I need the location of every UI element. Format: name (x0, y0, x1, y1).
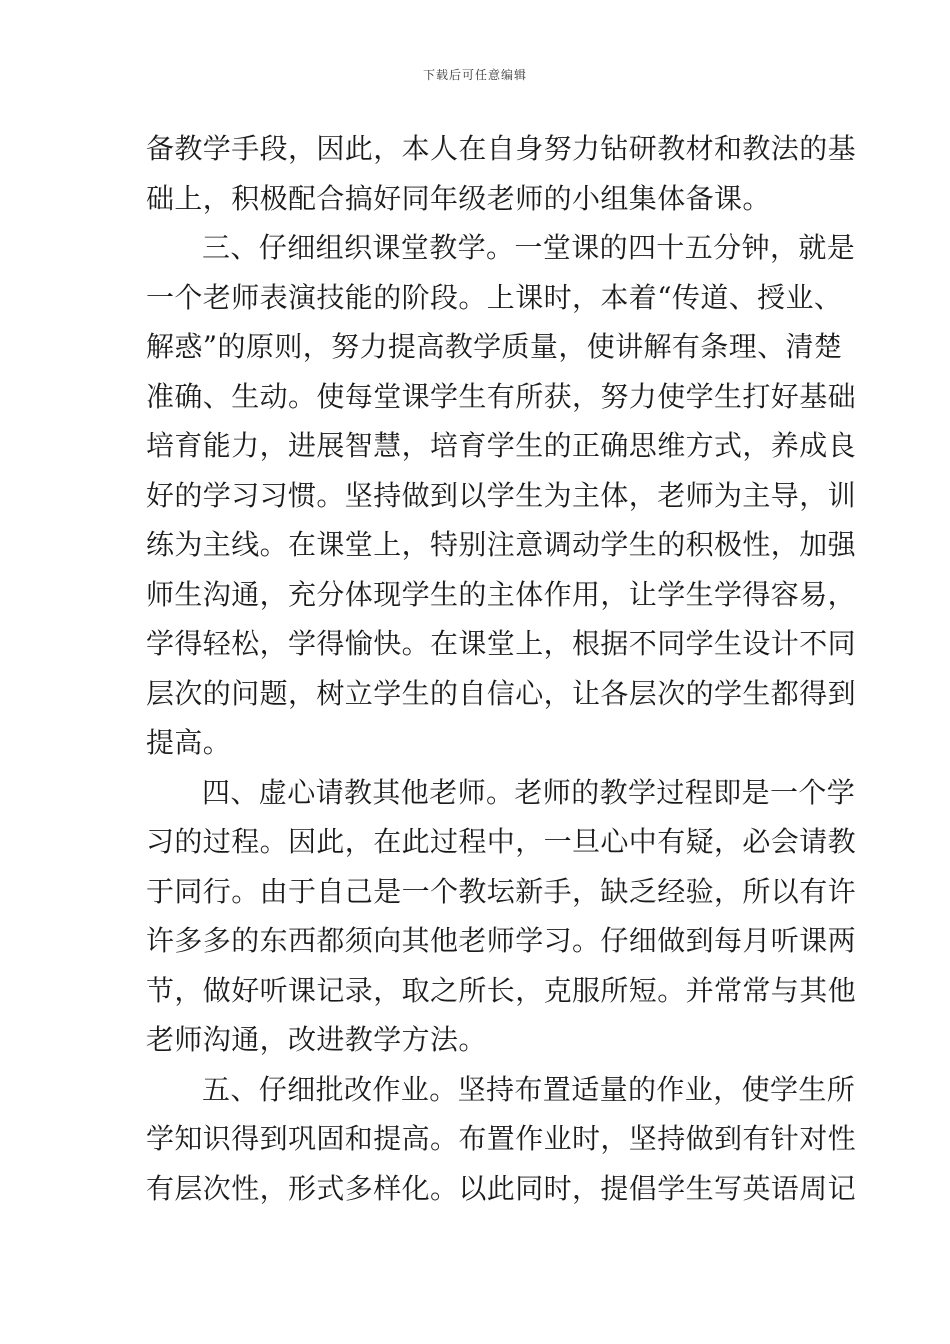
text-line: 许多多的东西都须向其他老师学习。仔细做到每月听课两 (146, 924, 857, 957)
text-line: 提高。 (146, 726, 232, 759)
text-line: 节，做好听课记录，取之所长，克服所短。并常常与其他 (146, 973, 857, 1007)
text-line: 习的过程。因此，在此过程中，一旦心中有疑，必会请教 (146, 825, 857, 858)
text-line: 师生沟通，充分体现学生的主体作用，让学生学得容易， (146, 577, 857, 611)
text-line: 准确、生动。使每堂课学生有所获，努力使学生打好基础 (146, 379, 857, 413)
text-line: 备教学手段，因此，本人在自身努力钻研教材和教法的基 (146, 132, 857, 165)
text-line: 础上，积极配合搞好同年级老师的小组集体备课。 (146, 181, 771, 215)
text-line: 解惑”的原则，努力提高教学质量，使讲解有条理、清楚 (146, 330, 843, 363)
text-line: 老师沟通，改进教学方法。 (146, 1023, 487, 1056)
text-line: 学得轻松，学得愉快。在课堂上，根据不同学生设计不同 (146, 627, 857, 660)
text-line: 有层次性，形式多样化。以此同时，提倡学生写英语周记 (146, 1171, 857, 1205)
text-line: 练为主线。在课堂上，特别注意调动学生的积极性，加强 (146, 528, 857, 561)
text-line: 好的学习习惯。坚持做到以学生为主体，老师为主导，训 (146, 478, 857, 512)
text-line: 层次的问题，树立学生的自信心，让各层次的学生都得到 (146, 676, 857, 710)
text-line: 三、仔细组织课堂教学。一堂课的四十五分钟，就是 (202, 231, 856, 264)
text-line: 培育能力，进展智慧，培育学生的正确思维方式，养成良 (146, 429, 857, 462)
header-note: 下载后可任意编辑 (422, 68, 527, 82)
text-line: 一个老师表演技能的阶段。上课时，本着“传道、授业、 (146, 280, 843, 314)
body-text (146, 124, 857, 1213)
text-line: 学知识得到巩固和提高。布置作业时，坚持做到有针对性 (146, 1122, 857, 1155)
text-line: 五、仔细批改作业。坚持布置适量的作业，使学生所 (202, 1072, 856, 1106)
text-line: 于同行。由于自己是一个教坛新手，缺乏经验，所以有许 (146, 874, 857, 908)
text-line: 四、虚心请教其他老师。老师的教学过程即是一个学 (202, 775, 856, 809)
